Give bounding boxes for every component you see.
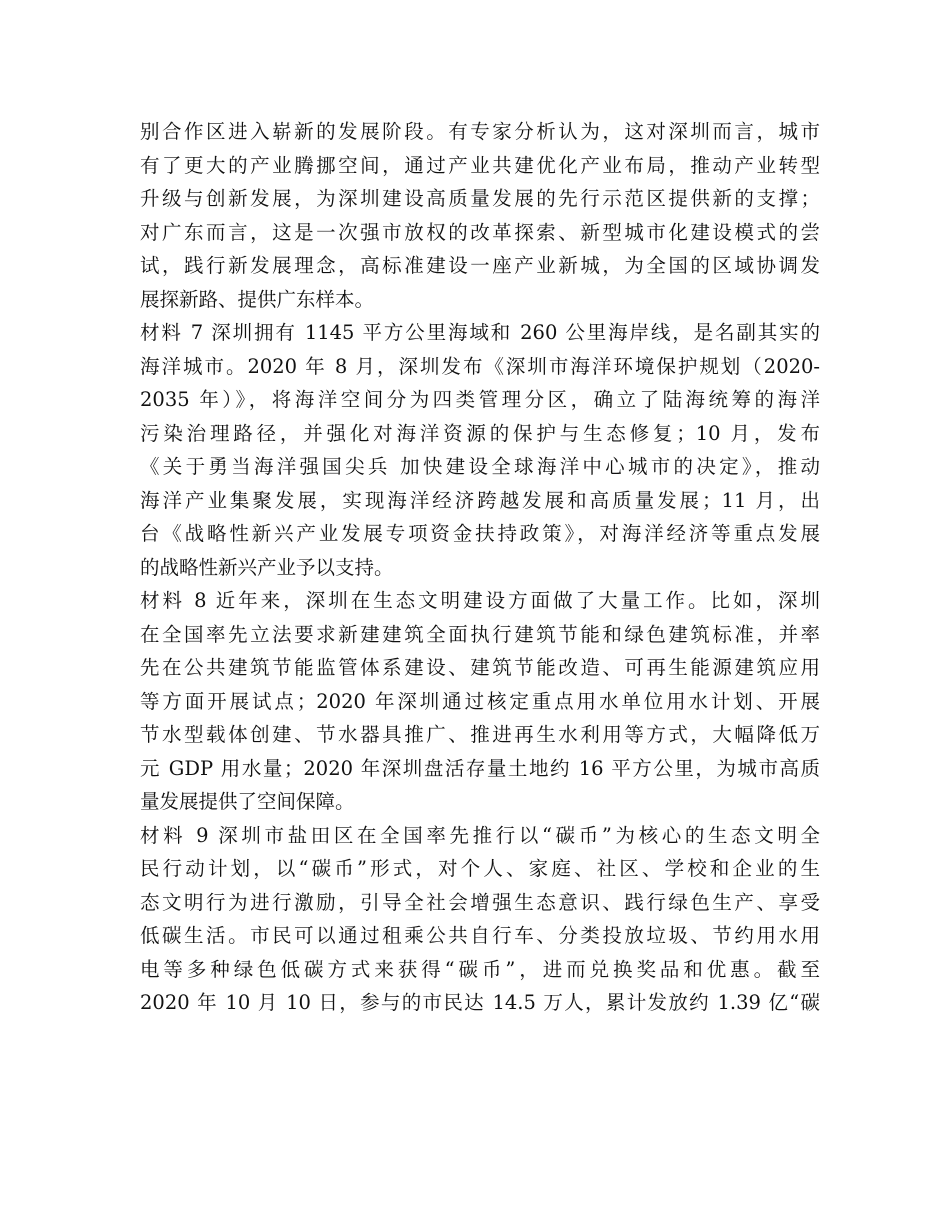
text-line: 元 GDP 用水量；2020 年深圳盘活存量土地约 16 平方公里，为城市高质	[140, 756, 820, 780]
text-line: 2035 年）》，将海洋空间分为四类管理分区，确立了陆海统筹的海洋	[140, 388, 820, 411]
text-line: 有了更大的产业腾挪空间，通过产业共建优化产业布局，推动产业转型	[140, 153, 820, 177]
text-line: 的战略性新兴产业予以支持。	[140, 555, 394, 579]
text-line: 台《战略性新兴产业发展专项资金扶持政策》，对海洋经济等重点发展	[140, 522, 820, 545]
text-line: 先在公共建筑节能监管体系建设、建筑节能改造、可再生能源建筑应用	[140, 656, 820, 679]
text-line: 展探新路、提供广东样本。	[140, 287, 375, 311]
text-line: 材料 8 近年来，深圳在生态文明建设方面做了大量工作。比如，深圳	[140, 589, 820, 612]
text-line: 量发展提供了空间保障。	[140, 790, 355, 813]
text-line: 试，践行新发展理念，高标准建设一座产业新城，为全国的区域协调发	[140, 254, 820, 277]
text-line: 对广东而言，这是一次强市放权的改革探索、新型城市化建设模式的尝	[140, 220, 820, 244]
text-line: 态文明行为进行激励，引导全社会增强生态意识、践行绿色生产、享受	[140, 890, 820, 914]
text-line: 材料 7 深圳拥有 1145 平方公里海域和 260 公里海岸线，是名副其实的	[140, 321, 820, 344]
text-line: 在全国率先立法要求新建建筑全面执行建筑节能和绿色建筑标准，并率	[140, 622, 820, 646]
text-line: 电等多种绿色低碳方式来获得“碳币”，进而兑换奖品和优惠。截至	[140, 957, 820, 981]
text-line: 节水型载体创建、节水器具推广、推进再生水利用等方式，大幅降低万	[140, 723, 820, 746]
text-line: 2020 年 10 月 10 日，参与的市民达 14.5 万人，累计发放约 1.39 亿“碳	[140, 991, 820, 1014]
text-line: 民行动计划，以“碳币”形式，对个人、家庭、社区、学校和企业的生	[140, 857, 820, 880]
text-line: 海洋城市。2020 年 8 月，深圳发布《深圳市海洋环境保护规划（2020-	[140, 354, 820, 378]
text-line: 升级与创新发展，为深圳建设高质量发展的先行示范区提供新的支撑；	[140, 187, 820, 210]
text-line: 海洋产业集聚发展，实现海洋经济跨越发展和高质量发展；11 月，出	[140, 488, 820, 512]
text-line: 污染治理路径，并强化对海洋资源的保护与生态修复；10 月，发布	[140, 421, 820, 445]
text-line: 等方面开展试点；2020 年深圳通过核定重点用水单位用水计划、开展	[140, 689, 820, 713]
text-line: 低碳生活。市民可以通过租乘公共自行车、分类投放垃圾、节约用水用	[140, 924, 820, 947]
text-line: 材料 9 深圳市盐田区在全国率先推行以“碳币”为核心的生态文明全	[140, 823, 820, 847]
text-line: 别合作区进入崭新的发展阶段。有专家分析认为，这对深圳而言，城市	[140, 120, 820, 143]
document-body-text	[140, 115, 820, 1020]
text-line: 《关于勇当海洋强国尖兵 加快建设全球海洋中心城市的决定》，推动	[140, 455, 820, 478]
